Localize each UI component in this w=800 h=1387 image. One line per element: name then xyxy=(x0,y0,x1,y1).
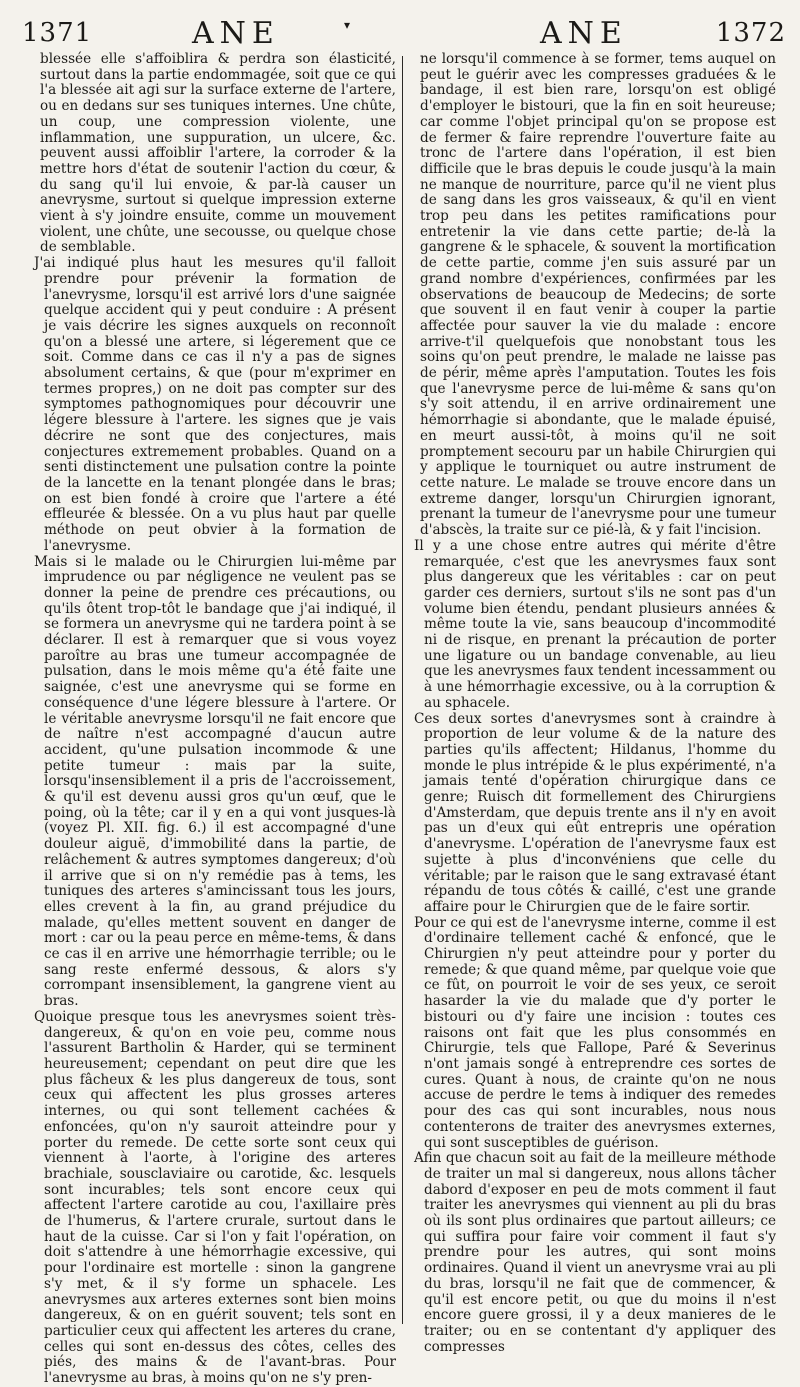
paragraph: J'ai indiqué plus haut les mesures qu'il falloit prendre pour prévenir la formation de l'anevrysme, lorsqu'il est arrivé lors d'une saignée quelque accident qui y peut conduire : A présent je vais décrire les signes auxquels on reconnoît qu'on a blessé une artere, si légerement que ce soit. Comme dans ce cas il n'y a pas de signes absolument certains, & que (pour m'exprimer en termes propres,) on ne doit pas compter sur des symptomes pathognomiques pour découvrir une légere blessure à l'artere. les signes que je vais décrire ne sont que des conjectures, mais conjectures extremement probables. Quand on a senti distinctement une pulsation contre la pointe de la lancette en la tenant plongée dans le bras; on est bien fondé à croire que l'artere a été effleurée & blessée. On a vu plus haut par quelle méthode on peut obvier à la formation de l'anevrysme. xyxy=(34,255,396,554)
running-header xyxy=(0,16,800,56)
column-divider xyxy=(402,56,403,1324)
paragraph: Il y a une chose entre autres qui mérite d'être remarquée, c'est que les anevrysmes faux sont plus dangereux que les véritables : car on peut garder ces derniers, surtout s'ils ne sont pas d'un volume bien étendu, pendant plusieurs années & même toute la vie, sans beaucoup d'incommodité ni de risque, en prenant la précaution de porter une ligature ou un bandage convenable, au lieu que les anevrysmes faux tendent incessamment ou à une hémorrhagie excessive, ou à la corruption & au sphacele. xyxy=(414,537,776,711)
left-page-number: 1371 xyxy=(22,18,93,48)
paragraph: Ces deux sortes d'anevrysmes sont à craindre à proportion de leur volume & de la nature des parties qu'ils affectent; Hildanus, l'homme du monde le plus intrépide & le plus expérimenté, n'a jamais tenté d'opération chirurgique dans ce genre; Ruisch dit formellement des Chirurgiens d'Amsterdam, que depuis trente ans il n'y en avoit pas un d'eux qui eût entrepris une opération d'anevrysme. L'opération de l'anevrysme faux est sujette à plus d'inconvéniens que celle du véritable; par le raison que le sang extravasé étant répandu de tous côtés & caillé, c'est une grande affaire pour le Chirurgien que de le faire sortir. xyxy=(414,710,776,915)
paragraph: blessée elle s'affoiblira & perdra son élasticité, surtout dans la partie endommagée, soit que ce qui l'a blessée ait agi sur la surface externe de l'artere, ou en dedans sur ses tuniques internes. Une chûte, un coup, une compression violente, une inflammation, une suppuration, un ulcere, &c. peuvent aussi affoiblir l'artere, la corroder & la mettre hors d'état de soutenir l'action du cœur, & du sang qu'il lui envoie, & par-là causer un anevrysme, surtout si quelque impression externe vient à s'y joindre ensuite, comme un mouvement violent, une chûte, une secousse, ou quelque chose de semblable. xyxy=(40,51,396,256)
right-column xyxy=(410,51,776,1355)
left-column xyxy=(30,51,396,1387)
paragraph: Quoique presque tous les anevrysmes soient très-dangereux, & qu'on en voie peu, comme nous l'assurent Bartholin & Harder, qui se terminent heureusement; cependant on peut dire que les plus fâcheux & les plus dangereux de tous, sont ceux qui affectent les plus grosses arteres internes, ou qui sont tellement cachées & enfoncées, qu'on n'y sauroit atteindre pour y porter du remede. De cette sorte sont ceux qui viennent à l'aorte, à l'origine des arteres brachiale, sousclaviaire ou carotide, &c. lesquels sont incurables; tels sont encore ceux qui affectent l'artere carotide au cou, l'axillaire près de l'humerus, & l'artere crurale, surtout dans le haut de la cuisse. Car si l'on y fait l'opération, on doit s'attendre à une hémorrhagie excessive, qui pour l'ordinaire est mortelle : sinon la gangrene s'y met, & il s'y forme un sphacele. Les anevrysmes aux arteres externes sont bien moins dangereux, & on en guérit souvent; tels sont en particulier ceux qui affectent les arteres du crane, celles qui sont en-dessus des côtes, celles des piés, des mains & de l'avant-bras. Pour l'anevrysme au bras, à moins qu'on ne s'y pren- xyxy=(34,1008,396,1387)
header-ornament-icon: ▾ xyxy=(344,18,351,32)
right-page-number: 1372 xyxy=(715,18,786,48)
paragraph: Mais si le malade ou le Chirurgien lui-même par imprudence ou par négligence ne veulent pas se donner la peine de prendre ces précautions, ou qu'ils ôtent trop-tôt le bandage que j'ai indiqué, il se formera un anevrysme qui ne tardera point à se déclarer. Il est à remarquer que si vous voyez paroître au bras une tumeur accompagnée de pulsation, dans le mois même qu'a été faite une saignée, c'est une anevrysme qui se forme en conséquence d'une légere blessure à l'artere. Or le véritable anevrysme lorsqu'il ne fait encore que de naître n'est accompagné d'aucun autre accident, qu'une pulsation incommode & une petite tumeur : mais par la suite, lorsqu'insensiblement il a pris de l'accroissement, & qu'il est devenu aussi gros qu'un œuf, que le poing, où la tête; car il y en a qui vont jusques-là (voyez Pl. XII. fig. 6.) il est accompagné d'une douleur aiguë, d'immobilité dans la partie, de relâchement & autres symptomes dangereux; d'où il arrive que si on n'y remédie pas à tems, les tuniques des arteres s'amincissant tous les jours, elles crevent à la fin, au grand préjudice du malade, qu'elles mettent souvent en danger de mort : car ou la peau perce en même-tems, & dans ce cas il en arrive une hémorrhagie terrible; ou le sang reste enfermé dessous, & alors s'y corrompant insensiblement, la gangrene vient au bras. xyxy=(34,553,396,1010)
paragraph: ne lorsqu'il commence à se former, tems auquel on peut le guérir avec les compresses graduées & le bandage, il est bien rare, lorsqu'on est obligé d'employer le bistouri, que la fin en soit heureuse; car comme l'objet principal qu'on se propose est de fermer & faire reprendre l'ouverture faite au tronc de l'artere dans l'opération, il est bien difficile que le bras depuis le coude jusqu'à la main ne manque de nourriture, parce qu'il ne vient plus de sang dans les gros vaisseaux, & qu'il en vient trop peu dans les petites ramifications pour entretenir la vie dans cette partie; de-là la gangrene & le sphacele, & souvent la mortification de cette partie, comme j'en suis assuré par un grand nombre d'expériences, confirmées par les observations de beaucoup de Medecins; de sorte que souvent il en faut venir à couper la partie affectée pour sauver la vie du malade : encore arrive-t'il quelquefois que nonobstant tous les soins qu'on peut prendre, le malade ne laisse pas de périr, même après l'amputation. Toutes les fois que l'anevrysme perce de lui-même & sans qu'on s'y soit attendu, il en arrive ordinairement une hémorrhagie si abondante, que le malade épuisé, en meurt aussi-tôt, à moins qu'il ne soit promptement secouru par un habile Chirurgien qui y applique le tourniquet ou autre instrument de cette nature. Le malade se trouve encore dans un extreme danger, lorsqu'un Chirurgien ignorant, prenant la tumeur de l'anevrysme pour une tumeur d'abscès, la traite sur ce pié-là, & y fait l'incision. xyxy=(420,51,776,539)
left-running-title: ANE xyxy=(192,16,280,51)
paragraph: Pour ce qui est de l'anevrysme interne, comme il est d'ordinaire tellement caché & enfoncé, que le Chirurgien n'y peut atteindre pour y porter du remede; & que quand même, par quelque voie que ce fût, on pourroit le voir de ses yeux, ce seroit hasarder la vie du malade que d'y porter le bistouri ou d'y faire une incision : toutes ces raisons ont fait que les plus consommés en Chirurgie, tels que Fallope, Paré & Severinus n'ont jamais songé à entreprendre ces sortes de cures. Quant à nous, de crainte qu'on ne nous accuse de perdre le tems à indiquer des remedes pour des cas qui sont incurables, nous nous contenterons de traiter des anevrysmes externes, qui sont susceptibles de guérison. xyxy=(414,914,776,1151)
right-running-title: ANE xyxy=(540,16,628,51)
paragraph: Afin que chacun soit au fait de la meilleure méthode de traiter un mal si dangereux, nous allons tâcher dabord d'exposer en peu de mots comment il faut traiter les anevrysmes qui viennent au pli du bras où ils sont plus ordinaires que partout ailleurs; ce qui suffira pour faire voir comment il faut s'y prendre pour les autres, qui sont moins ordinaires. Quand il vient un anevrysme vrai au pli du bras, lorsqu'il ne fait que de commencer, & qu'il est encore petit, ou que du moins il n'est encore guere grossi, il y a deux manieres de le traiter; ou en se contentant d'y appliquer des compresses xyxy=(414,1150,776,1355)
